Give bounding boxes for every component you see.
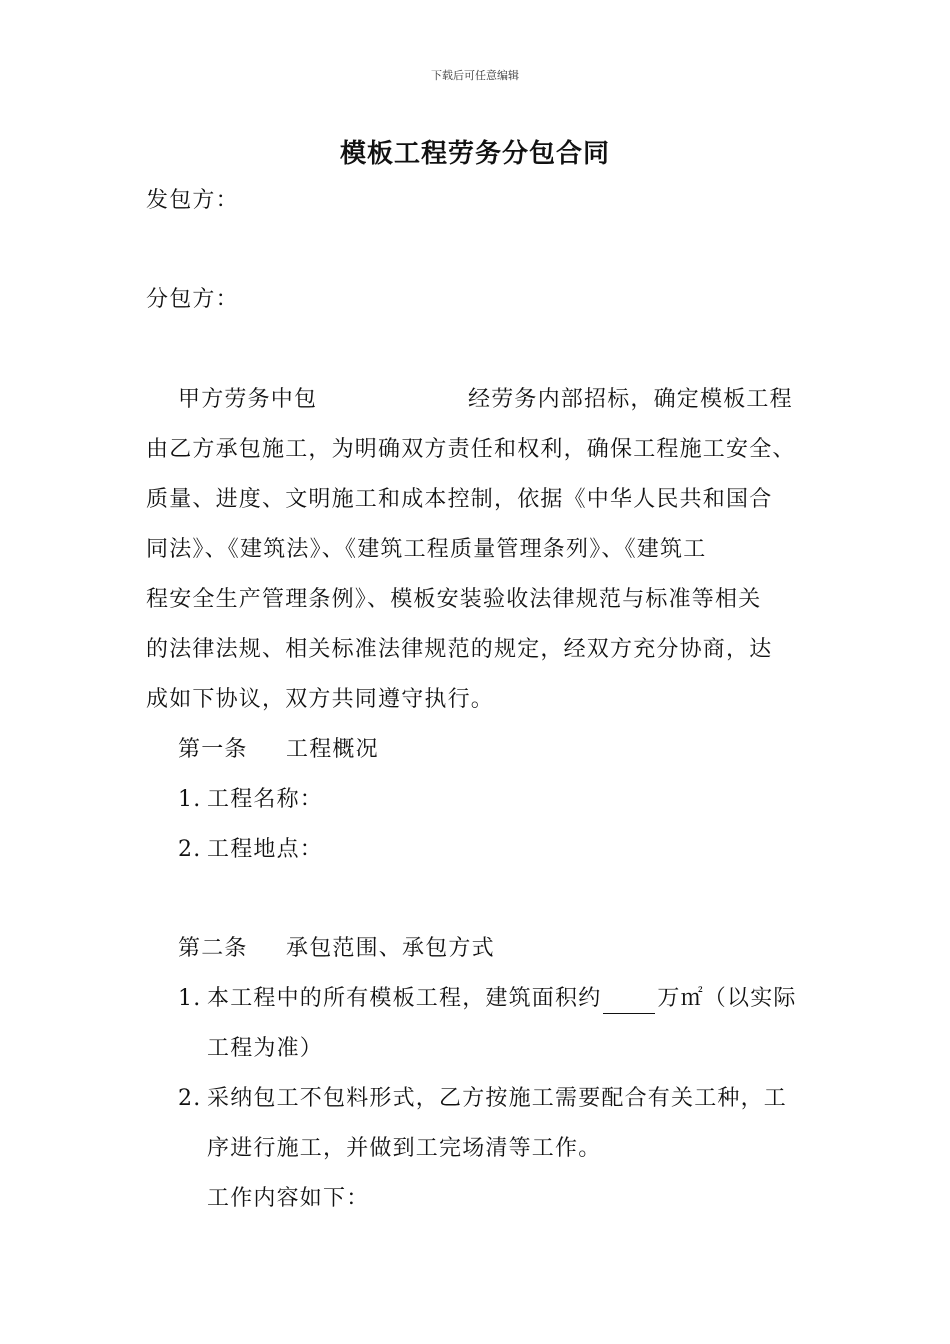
intro-line-1-right: 经劳务内部招标，确定模板工程 (468, 387, 793, 412)
article-1-title: 工程概况 (286, 737, 379, 762)
article-1-item-2-number: 2. (178, 837, 202, 862)
document-title: 模板工程劳务分包合同 (339, 139, 610, 169)
article-2-item-1-line-1 (207, 984, 797, 1014)
article-2-title: 承包范围、承包方式 (286, 936, 495, 961)
article-2-item-2-line-1: 采纳包工不包料形式，乙方按施工需要配合有关工种，工 (207, 1086, 788, 1111)
article-2-item-1-text-before: 本工程中的所有模板工程，建筑面积约 (207, 986, 602, 1011)
work-content-label: 工作内容如下： (207, 1186, 370, 1211)
article-1-number: 第一条 (178, 737, 248, 762)
intro-line-3: 质量、进度、文明施工和成本控制，依据《中华人民共和国合 (146, 487, 773, 512)
intro-line-1-left: 甲方劳务中包 (178, 387, 318, 412)
article-2-item-1-number: 1. (178, 986, 202, 1011)
intro-line-6: 的法律法规、相关标准法律规范的规定，经双方充分协商，达 (146, 637, 773, 662)
intro-line-2: 由乙方承包施工，为明确双方责任和权利，确保工程施工安全、 (146, 437, 796, 462)
article-2-item-1-text-after: 万㎡（以实际 (657, 986, 797, 1011)
intro-line-4: 同法》、《建筑法》、《建筑工程质量管理条列》、《建筑工 (146, 537, 707, 562)
party-a-label: 发包方： (146, 188, 239, 213)
party-b-label: 分包方： (146, 287, 239, 312)
article-2-item-2-line-2: 序进行施工，并做到工完场清等工作。 (207, 1136, 602, 1161)
intro-line-5: 程安全生产管理条例》、模板安装验收法律规范与标准等相关 (146, 587, 762, 612)
intro-line-7: 成如下协议，双方共同遵守执行。 (146, 687, 495, 712)
article-1-item-2-text: 工程地点： (207, 837, 324, 862)
page-header-note: 下载后可任意编辑 (431, 69, 519, 82)
area-blank-line (603, 989, 655, 1014)
article-1-item-1-text: 工程名称： (207, 787, 324, 812)
article-2-item-1-line-2: 工程为准） (207, 1036, 324, 1061)
article-1-item-1-number: 1. (178, 787, 202, 812)
article-2-item-2-number: 2. (178, 1086, 202, 1111)
article-2-number: 第二条 (178, 936, 248, 961)
